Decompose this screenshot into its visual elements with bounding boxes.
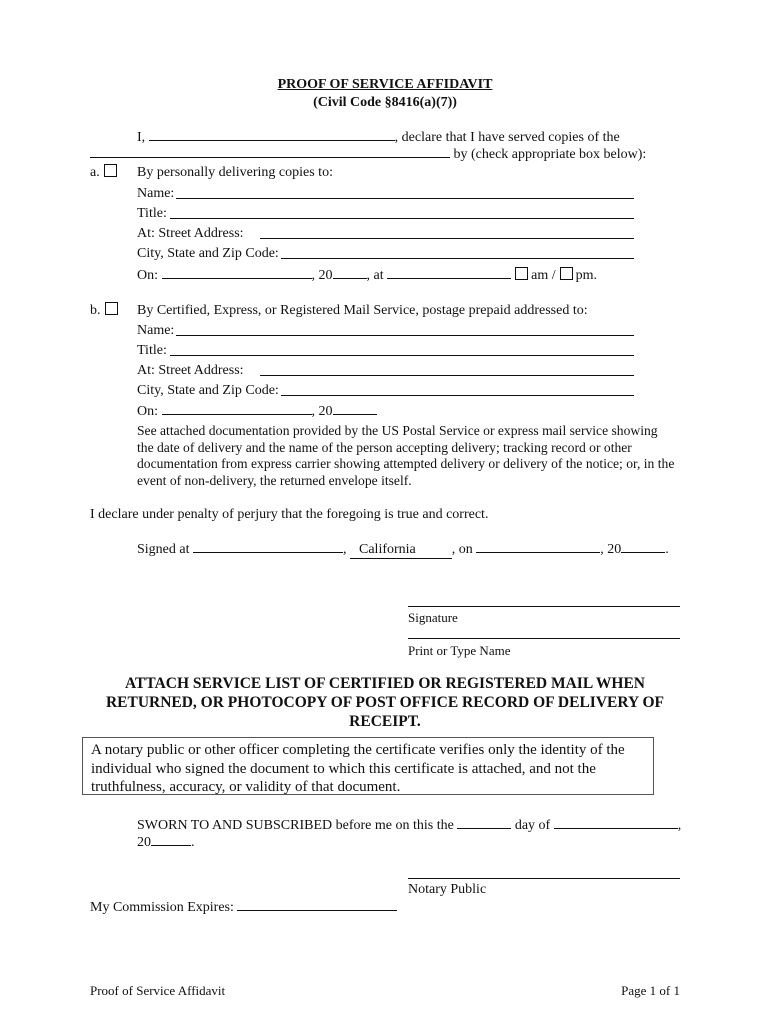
section-b-title-field[interactable] <box>170 355 634 356</box>
section-a-name-label: Name: <box>137 186 175 201</box>
sworn-year-label: 20 <box>137 835 151 850</box>
section-a-street-field[interactable] <box>260 238 634 239</box>
commission-row <box>90 898 397 916</box>
signed-state-field[interactable] <box>350 541 452 559</box>
section-a-street-label: At: Street Address: <box>137 226 244 241</box>
signed-at-row <box>137 540 669 559</box>
section-a-on-label: On: <box>137 268 158 283</box>
section-a-header <box>90 164 120 181</box>
section-a-year-field[interactable] <box>333 266 367 279</box>
section-a-city-label: City, State and Zip Code: <box>137 246 279 261</box>
section-b-on-label: On: <box>137 404 158 419</box>
sworn-text: SWORN TO AND SUBSCRIBED before me on this the <box>137 818 454 833</box>
sworn-year-field[interactable] <box>151 833 191 846</box>
section-a-marker: a. <box>90 165 100 180</box>
notary-notice-text: A notary public or other officer completing the certificate verifies only the identity of the individual who signed the document to which this certificate is attached, and not the truthfulness, accuracy, or validity of that document. <box>91 742 625 795</box>
am-checkbox[interactable] <box>515 267 528 280</box>
page-number: Page 1 of 1 <box>621 983 680 998</box>
signed-at-label: Signed at <box>137 542 190 557</box>
section-b-date-field[interactable] <box>162 402 312 415</box>
section-b-title-label: Title: <box>137 343 167 358</box>
signed-year-field[interactable] <box>621 540 665 553</box>
footer-title: Proof of Service Affidavit <box>90 983 226 998</box>
section-b-name-field[interactable] <box>176 335 634 336</box>
section-b-street-label: At: Street Address: <box>137 363 244 378</box>
section-b-heading: By Certified, Express, or Registered Mail Service, postage prepaid addressed to: <box>137 303 588 318</box>
sworn-end-period: . <box>191 835 195 850</box>
section-b-year-label: , 20 <box>311 404 333 419</box>
section-a-year-label: , 20 <box>311 268 333 283</box>
section-b-header <box>90 302 121 319</box>
section-b-year-field[interactable] <box>333 402 377 415</box>
section-b-city-field[interactable] <box>281 395 634 396</box>
notary-public-label: Notary Public <box>408 882 487 897</box>
section-b-on-row <box>137 402 377 420</box>
notary-notice-box <box>82 737 654 795</box>
commission-label: My Commission Expires: <box>90 900 234 915</box>
attach-notice: ATTACH SERVICE LIST OF CERTIFIED OR REGISTERED MAIL WHEN RETURNED, OR PHOTOCOPY OF POST OFFICE RECORD OF DELIVERY OF RECEIPT. <box>105 675 665 730</box>
signed-end-period: . <box>665 542 669 557</box>
section-b-street-field[interactable] <box>260 375 634 376</box>
signed-year-label: , 20 <box>600 542 622 557</box>
section-a-date-field[interactable] <box>162 266 312 279</box>
section-a-at-label: , at <box>366 268 384 283</box>
section-b-marker: b. <box>90 303 101 318</box>
pm-checkbox[interactable] <box>560 267 573 280</box>
declarant-name-field[interactable] <box>149 128 395 141</box>
signed-city-field[interactable] <box>193 540 343 553</box>
intro-i-label: I, <box>137 130 146 145</box>
intro-by-text: by (check appropriate box below): <box>453 147 647 162</box>
signature-label: Signature <box>408 610 458 625</box>
print-name-line[interactable] <box>408 638 680 639</box>
signed-on-label: , on <box>451 542 473 557</box>
notary-signature-line[interactable] <box>408 878 680 879</box>
section-b-checkbox[interactable] <box>105 302 118 315</box>
documentation-note: See attached documentation provided by the US Postal Service or express mail service showing the date of delivery and the name of the person accepting delivery; tracking record or other documentation from express carrier showing attempted delivery or delivery of the notice; or, in the event of non-delivery, the returned envelope itself. <box>137 423 675 488</box>
print-name-label: Print or Type Name <box>408 643 511 658</box>
sworn-row <box>137 816 681 834</box>
commission-expiry-field[interactable] <box>237 898 397 911</box>
signature-line[interactable] <box>408 606 680 607</box>
section-b-name-label: Name: <box>137 323 175 338</box>
sworn-day-field[interactable] <box>457 816 511 829</box>
pm-label: pm. <box>575 268 597 283</box>
intro-line-1 <box>137 128 620 146</box>
section-a-checkbox[interactable] <box>104 164 117 177</box>
intro-declare-text: , declare that I have served copies of the <box>394 130 620 145</box>
page-title: PROOF OF SERVICE AFFIDAVIT <box>277 77 493 92</box>
section-b-city-label: City, State and Zip Code: <box>137 383 279 398</box>
section-a-title-field[interactable] <box>170 218 634 219</box>
section-a-name-field[interactable] <box>176 198 634 199</box>
declaration-text: I declare under penalty of perjury that the foregoing is true and correct. <box>90 507 489 522</box>
page-subtitle: (Civil Code §8416(a)(7)) <box>313 95 457 110</box>
section-a-heading: By personally delivering copies to: <box>137 165 333 180</box>
sworn-month-field[interactable] <box>554 816 678 829</box>
served-documents-field[interactable] <box>90 145 450 158</box>
intro-line-2 <box>90 145 646 163</box>
sworn-day-label: day of <box>514 818 551 833</box>
sworn-comma: , <box>677 818 682 833</box>
section-a-title-label: Title: <box>137 206 167 221</box>
signed-state-value: California <box>359 542 416 557</box>
signed-comma: , <box>343 542 347 557</box>
signed-date-field[interactable] <box>476 540 600 553</box>
sworn-year-row <box>137 833 195 851</box>
section-a-time-field[interactable] <box>387 266 511 279</box>
section-a-city-field[interactable] <box>281 258 634 259</box>
section-a-on-row <box>137 266 597 284</box>
am-label: am / <box>531 268 556 283</box>
